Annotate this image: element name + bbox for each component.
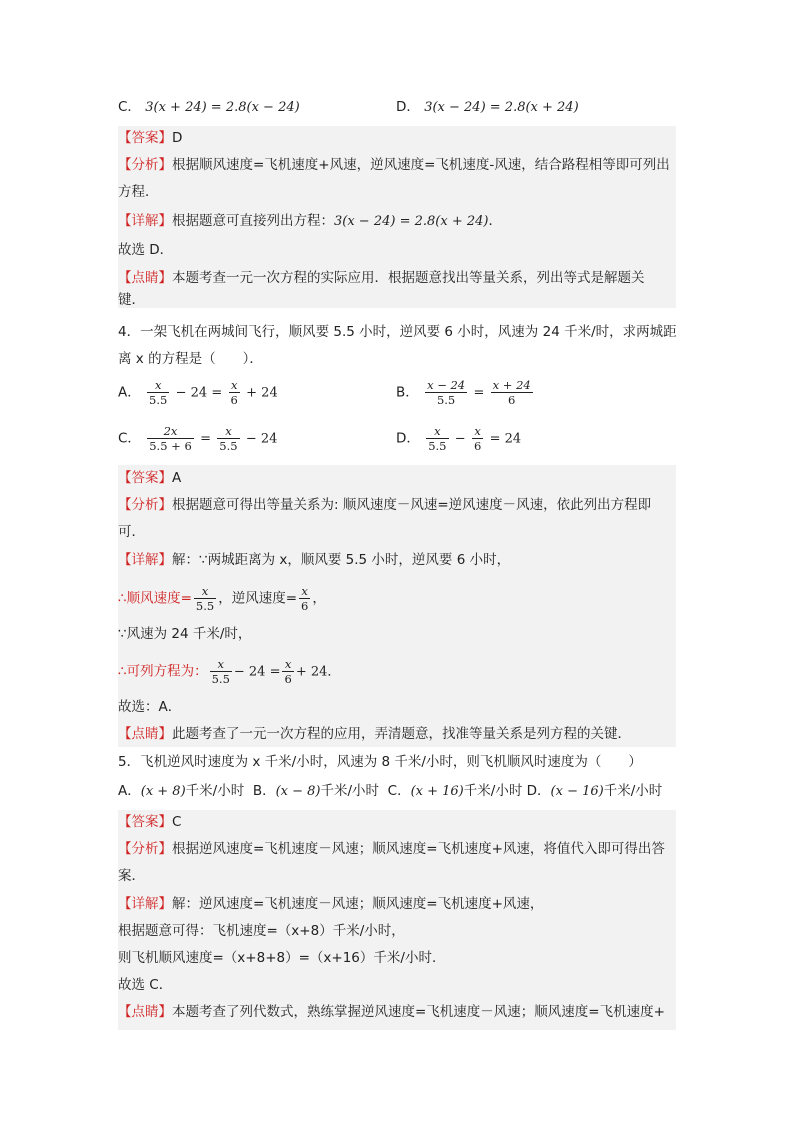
fraction [426,424,448,453]
option-unit: 千米/小时 [185,783,245,799]
detail-tag: 【详解】 [118,213,172,229]
answer-tag: 【答案】 [118,470,172,486]
q4-choose: 故选：A． [118,699,182,715]
q5-detail-line-3: 则飞机顺风速度=（x+8+8）=（x+16）千米/小时． [118,950,446,966]
q5-answer [118,812,181,832]
comment-text: 此题考查了一元一次方程的应用，弄清题意，找准等量关系是列方程的关键． [172,726,631,742]
q4-option-c [118,424,277,453]
numerator: x + 24 [492,378,531,392]
analysis-tag: 【分析】 [118,497,172,513]
answer-tag: 【答案】 [118,130,172,146]
numerator: x [210,657,232,672]
detail-text: 解：逆风速度=飞机速度－风速；顺风速度=飞机速度+风速， [172,896,544,912]
q3-analysis-line-2: 方程． [118,184,159,200]
option-expression: (x − 8) [275,784,321,799]
option-label: C． [387,783,411,799]
operator: = 24 [489,431,522,447]
comment-text: 本题考查了列代数式，熟练掌握逆风速度=飞机速度－风速；顺风速度=飞机速度+ [172,1004,665,1020]
q4-speed-line [118,584,326,613]
q4-option-b [396,378,535,407]
option-label: A． [118,384,141,401]
option-unit: 千米/小时 [320,783,380,799]
detail-tag: 【详解】 [118,552,172,568]
answer-value: D [172,130,183,146]
numerator: x [282,657,293,672]
detail-expression: 3(x − 24) = 2.8(x + 24) [334,214,489,229]
denominator: 6 [230,393,238,407]
comment-tag: 【点睛】 [118,726,172,742]
denominator: 5.5 [195,599,215,613]
option-expression: (x − 16) [550,784,604,799]
numerator: x [426,424,448,439]
comment-tag: 【点睛】 [118,270,172,286]
q3-detail [118,211,502,232]
numerator: x − 24 [427,378,466,392]
fraction [194,584,216,613]
q5-choose: 故选 C． [118,977,173,993]
option-expression: 3(x − 24) = 2.8(x + 24) [424,100,579,115]
speed-text: ∴顺风速度= [118,590,192,607]
q5-detail-line-1 [118,894,543,914]
analysis-text: 根据逆风速度=飞机速度－风速；顺风速度=飞机速度+风速，将值代入即可得出答 [172,841,665,857]
comment-text: 本题考查一元一次方程的实际应用．根据题意找出等量关系，列出等式是解题关 [172,270,645,286]
detail-text: 根据题意可直接列出方程： [172,213,334,229]
numerator: x [194,584,216,599]
option-label: C． [118,99,141,115]
q5-analysis-line-1 [118,839,665,859]
q3-choose: 故选 D． [118,242,174,258]
option-expression: (x + 8) [140,784,186,799]
option-unit: 千米/小时 [603,783,663,799]
comment-tag: 【点睛】 [118,1004,172,1020]
fraction [491,378,533,407]
operator: + 24 [246,385,278,401]
q3-analysis-line-1 [118,155,670,175]
q4-wind-line: ∵风速为 24 千米/时， [118,626,252,642]
fraction [299,584,310,613]
q4-answer [118,468,181,488]
q4-stem-line-1: 4．一架飞机在两城间飞行，顺风要 5.5 小时，逆风要 6 小时，风速为 24 千米/时，求两城距 [118,324,677,340]
q4-option-a [118,378,278,407]
denominator: 5.5 [428,439,447,453]
equation-text: ∴可列方程为： [118,663,208,680]
q4-stem-line-2: 离 x 的方程是（ ）． [118,351,263,367]
fraction [217,424,239,453]
q5-comment [118,1002,665,1022]
q5-analysis-line-2: 案． [118,868,145,884]
operator: − [454,431,466,447]
option-label: A． [118,783,141,799]
option-expression: 3(x + 24) = 2.8(x − 24) [145,100,300,115]
speed-text: ， [312,590,326,607]
operator: + 24． [295,664,341,680]
q3-option-d [396,97,579,118]
analysis-text: 根据顺风速度=飞机速度+风速，逆风速度=飞机速度-风速，结合路程相等即可列出 [172,157,670,173]
fraction [229,378,240,407]
q5-options [118,781,662,802]
denominator: 5.5 [149,393,168,407]
option-label: D． [396,430,420,447]
operator: = [200,431,211,447]
detail-end: ． [488,213,502,229]
answer-value: C [172,814,182,830]
denominator: 6 [474,439,482,453]
q5-stem: 5．飞机逆风时速度为 x 千米/小时，风速为 8 千米/小时，则飞机顺风时速度为（ ） [118,754,642,770]
detail-tag: 【详解】 [118,896,172,912]
numerator: x [472,424,483,439]
q3-comment-line-1 [118,268,645,288]
numerator: x [299,584,310,599]
operator: − 24 = [175,385,223,401]
fraction [147,424,194,453]
option-expression: (x + 16) [410,784,464,799]
option-unit: 千米/小时 [463,783,523,799]
analysis-tag: 【分析】 [118,841,172,857]
q4-option-d [396,424,521,453]
answer-tag: 【答案】 [118,814,172,830]
q4-equation-line [118,657,340,686]
denominator: 5.5 [436,393,456,407]
q4-detail-line-1 [118,550,510,570]
analysis-tag: 【分析】 [118,157,172,173]
denominator: 6 [301,599,309,613]
answer-value: A [172,470,182,486]
q4-analysis-line-1 [118,495,651,515]
speed-text: ，逆风速度= [218,590,298,607]
fraction [210,657,232,686]
denominator: 6 [284,672,292,686]
numerator: x [147,378,169,393]
fraction [425,378,467,407]
detail-text: 解：∵两城距离为 x，顺风要 5.5 小时，逆风要 6 小时， [172,552,511,568]
numerator: 2x [147,424,194,439]
denominator: 5.5 [211,672,230,686]
q4-comment [118,724,631,744]
operator: − 24 [245,431,278,447]
fraction [147,378,169,407]
denominator: 5.5 [219,439,238,453]
denominator: 5.5 + 6 [149,439,192,453]
q5-detail-line-2: 根据题意可得：飞机速度=（x+8）千米/小时， [118,923,405,939]
denominator: 6 [508,393,516,407]
numerator: x [229,378,240,393]
analysis-text: 根据题意可得出等量关系为: 顺风速度－风速=逆风速度－风速，依此列出方程即 [172,497,652,513]
operator: = [473,385,485,401]
option-label: D． [526,783,551,799]
fraction [472,424,483,453]
fraction [282,657,293,686]
q3-answer [118,128,182,148]
q3-comment-line-2: 键． [118,292,145,308]
option-label: B． [252,783,276,799]
option-label: B． [396,384,419,401]
operator: − 24 = [233,664,281,680]
q3-option-c [118,97,300,118]
option-label: D． [396,99,420,115]
q4-analysis-line-2: 可． [118,524,145,540]
option-label: C． [118,430,141,447]
numerator: x [217,424,239,439]
